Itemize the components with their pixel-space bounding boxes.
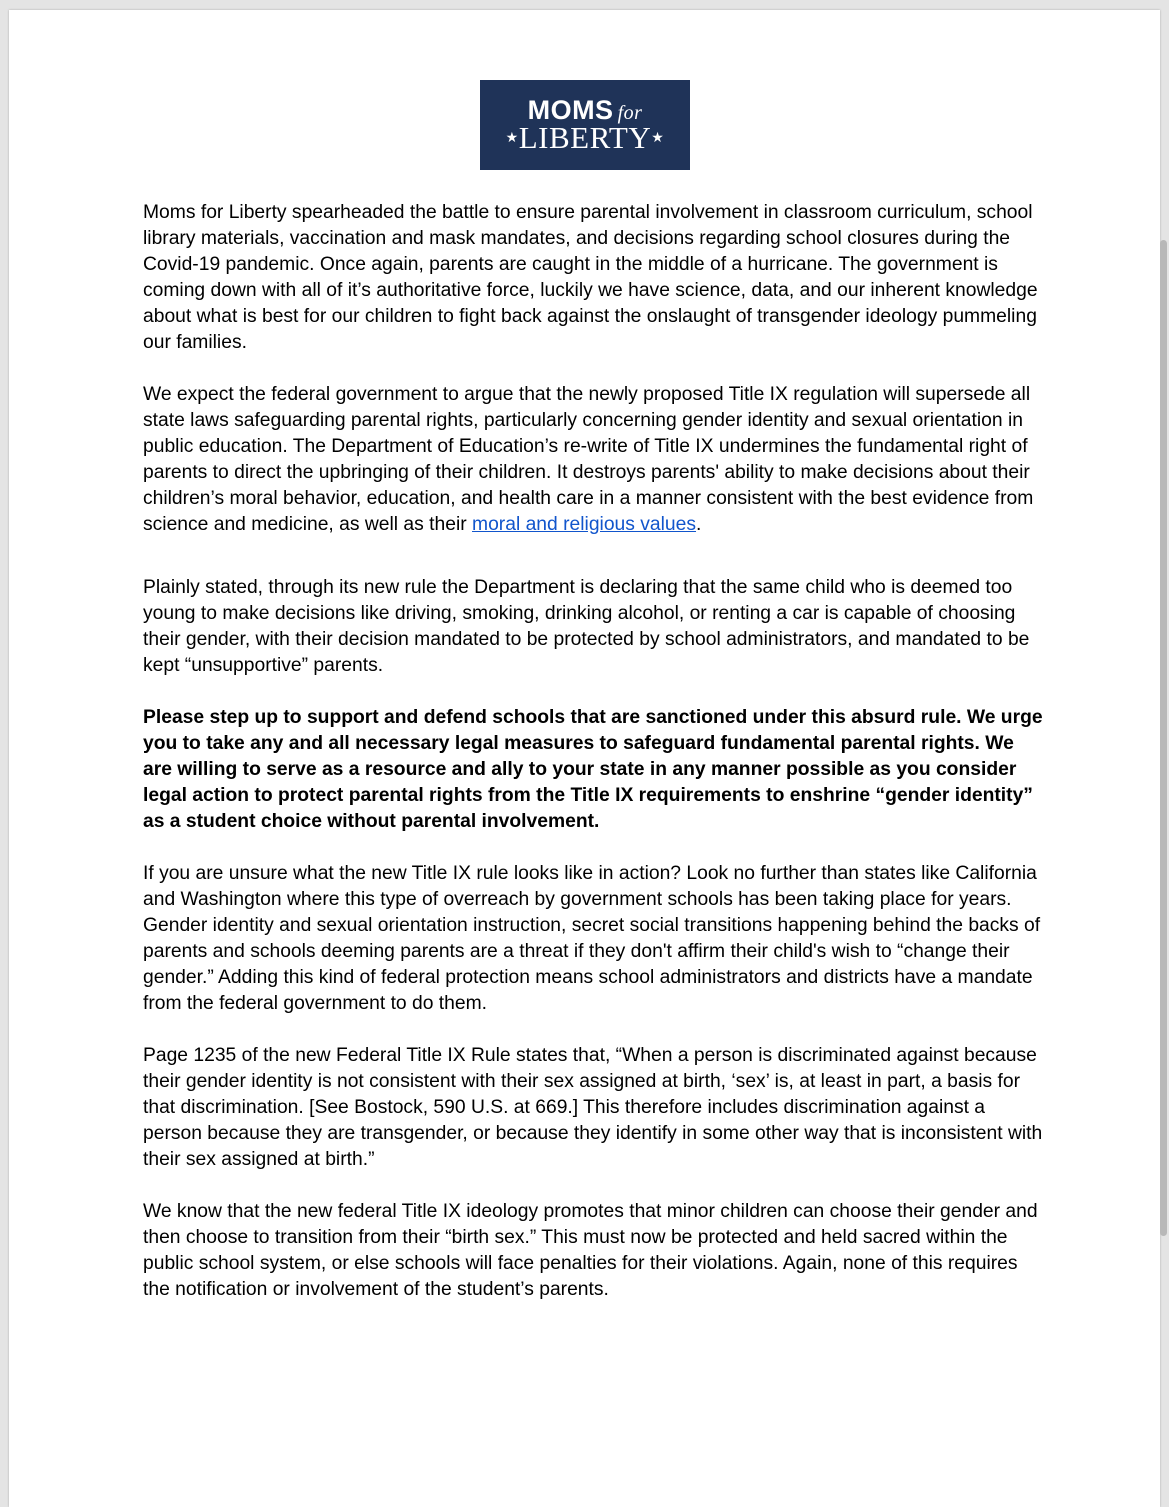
paragraph-conclusion: We know that the new federal Title IX ideology promotes that minor children can choose their gender and then choose to transition from their “birth sex.” This must now be protected and held sacred within the public school system, or else schools will face penalties for their violations. Again, none of this requires the notification or involvement of the student’s parents. bbox=[143, 1201, 1038, 1300]
star-icon: ★ bbox=[651, 130, 665, 146]
moral-religious-values-link[interactable]: moral and religious values bbox=[472, 514, 697, 535]
logo-line-2 bbox=[480, 122, 690, 157]
paragraph-federal-argument-end: . bbox=[696, 514, 702, 535]
logo-liberty-text: LIBERTY bbox=[518, 120, 652, 155]
moms-for-liberty-logo bbox=[480, 80, 690, 170]
logo-moms-text: MOMS bbox=[527, 95, 614, 125]
document-page bbox=[9, 10, 1160, 1507]
paragraph-california-washington: If you are unsure what the new Title IX rule looks like in action? Look no further than states like California and Washington where this type of overreach by government schools has been taking place for years. Gender identity and sexual orientation instruction, secret social transitions happening behind the backs of parents and schools deeming parents are a threat if they don't affirm their child's wish to “change their gender.” Adding this kind of federal protection means school administrators and districts have a mandate from the federal government to do them. bbox=[143, 863, 1041, 1014]
paragraph-federal-argument bbox=[143, 382, 1043, 538]
paragraph-plainly-stated: Plainly stated, through its new rule the Department is declaring that the same child who is deemed too young to make decisions like driving, smoking, drinking alcohol, or renting a car is capable of choosing their gender, with their decision mandated to be protected by school administrators, and mandated to be kept “unsupportive” parents. bbox=[143, 577, 1030, 676]
paragraph-page-1235-quote: Page 1235 of the new Federal Title IX Rule states that, “When a person is discriminated against because their gender identity is not consistent with their sex assigned at birth, ‘sex’ is, at least in part, a basis for that discrimination. [See Bostock, 590 U.S. at 669.] This therefore includes discrimination against a person because they are transgender, or because they identify in some other way that is inconsistent with their sex assigned at birth.” bbox=[143, 1045, 1043, 1170]
logo-for-text: for bbox=[617, 102, 643, 124]
letter-body bbox=[143, 200, 1043, 1303]
paragraph-intro: Moms for Liberty spearheaded the battle to ensure parental involvement in classroom curriculum, school library materials, vaccination and mask mandates, and decisions regarding school closures during the Covid-19 pandemic. Once again, parents are caught in the middle of a hurricane. The government is coming down with all of it’s authoritative force, luckily we have science, data, and our inherent knowledge about what is best for our children to fight back against the onslaught of transgender ideology pummeling our families. bbox=[143, 202, 1038, 353]
paragraph-call-to-action: Please step up to support and defend schools that are sanctioned under this absurd rule. We urge you to take any and all necessary legal measures to safeguard fundamental parental rights. We are willing to serve as a resource and ally to your state in any manner possible as you consider legal action to protect parental rights from the Title IX requirements to enshrine “gender identity” as a student choice without parental involvement. bbox=[143, 707, 1043, 832]
vertical-scrollbar[interactable] bbox=[1160, 240, 1167, 1236]
star-icon: ★ bbox=[505, 130, 519, 146]
paragraph-federal-argument-text: We expect the federal government to argue that the newly proposed Title IX regulation will supersede all state laws safeguarding parental rights, particularly concerning gender identity and sexual orientation in public education. The Department of Education’s re-write of Title IX undermines the fundamental right of parents to direct the upbringing of their children. It destroys parents' ability to make decisions about their children’s moral behavior, education, and health care in a manner consistent with the best evidence from science and medicine, as well as their bbox=[143, 384, 1034, 535]
